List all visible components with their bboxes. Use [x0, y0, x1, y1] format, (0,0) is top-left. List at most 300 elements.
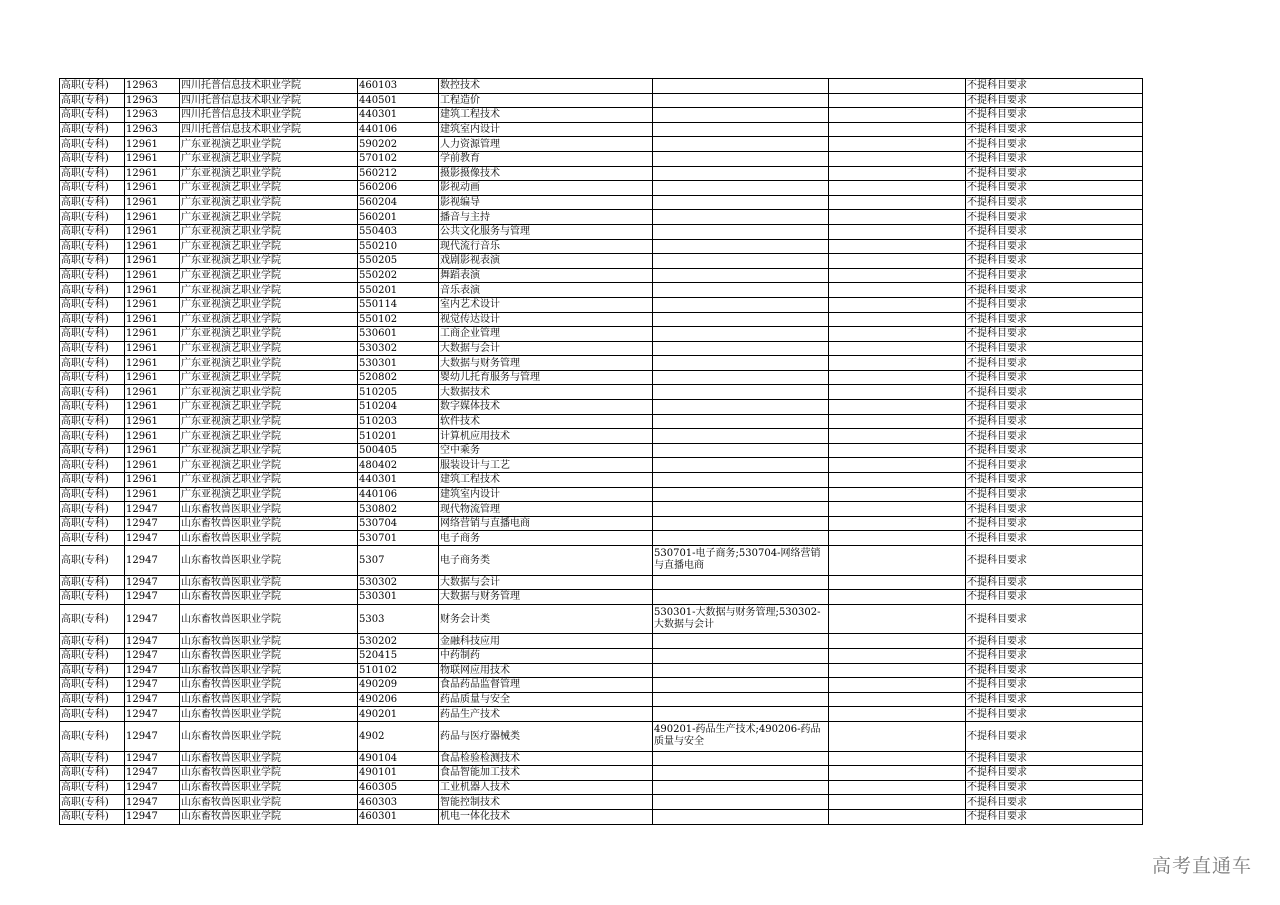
- table-row: [60, 122, 1143, 137]
- major-name-cell: 影视动画: [439, 181, 653, 196]
- major-name-cell: 食品智能加工技术: [439, 766, 653, 781]
- level-cell: 高职(专科): [60, 312, 125, 327]
- major-name-cell: 机电一体化技术: [439, 809, 653, 824]
- table-row: [60, 93, 1143, 108]
- level-cell: 高职(专科): [60, 648, 125, 663]
- major-name-cell: 戏剧影视表演: [439, 254, 653, 269]
- included-majors-cell: 530701-电子商务;530704-网络营销与直播电商: [653, 546, 829, 576]
- major-name-cell: 物联网应用技术: [439, 663, 653, 678]
- extra-cell: [829, 151, 966, 166]
- school-code-cell: 12947: [125, 663, 180, 678]
- table-row: [60, 254, 1143, 269]
- extra-cell: [829, 458, 966, 473]
- table-row: [60, 429, 1143, 444]
- major-name-cell: 现代物流管理: [439, 502, 653, 517]
- table-row: [60, 137, 1143, 152]
- major-code-cell: 440301: [358, 108, 439, 123]
- level-cell: 高职(专科): [60, 370, 125, 385]
- level-cell: 高职(专科): [60, 516, 125, 531]
- table-row: [60, 546, 1143, 576]
- extra-cell: [829, 531, 966, 546]
- table-row: [60, 224, 1143, 239]
- extra-cell: [829, 414, 966, 429]
- school-code-cell: 12961: [125, 166, 180, 181]
- extra-cell: [829, 575, 966, 590]
- extra-cell: [829, 429, 966, 444]
- school-code-cell: 12961: [125, 458, 180, 473]
- included-majors-cell: [653, 181, 829, 196]
- included-majors-cell: [653, 795, 829, 810]
- level-cell: 高职(专科): [60, 809, 125, 824]
- major-code-cell: 460305: [358, 780, 439, 795]
- table-row: [60, 795, 1143, 810]
- level-cell: 高职(专科): [60, 692, 125, 707]
- extra-cell: [829, 707, 966, 722]
- table-row: [60, 458, 1143, 473]
- level-cell: 高职(专科): [60, 254, 125, 269]
- school-code-cell: 12963: [125, 79, 180, 94]
- major-code-cell: 520802: [358, 370, 439, 385]
- level-cell: 高职(专科): [60, 707, 125, 722]
- subject-requirement-cell: 不提科目要求: [966, 370, 1143, 385]
- level-cell: 高职(专科): [60, 297, 125, 312]
- subject-requirement-cell: 不提科目要求: [966, 473, 1143, 488]
- subject-requirement-cell: 不提科目要求: [966, 590, 1143, 605]
- extra-cell: [829, 341, 966, 356]
- included-majors-cell: [653, 254, 829, 269]
- school-code-cell: 12947: [125, 546, 180, 576]
- major-name-cell: 现代流行音乐: [439, 239, 653, 254]
- included-majors-cell: [653, 692, 829, 707]
- major-name-cell: 金融科技应用: [439, 634, 653, 649]
- table-row: [60, 487, 1143, 502]
- school-name-cell: 广东亚视演艺职业学院: [180, 268, 358, 283]
- extra-cell: [829, 181, 966, 196]
- major-name-cell: 软件技术: [439, 414, 653, 429]
- table-row: [60, 239, 1143, 254]
- school-code-cell: 12947: [125, 795, 180, 810]
- extra-cell: [829, 327, 966, 342]
- school-code-cell: 12961: [125, 297, 180, 312]
- subject-requirement-cell: 不提科目要求: [966, 356, 1143, 371]
- school-name-cell: 广东亚视演艺职业学院: [180, 400, 358, 415]
- school-name-cell: 广东亚视演艺职业学院: [180, 458, 358, 473]
- extra-cell: [829, 634, 966, 649]
- school-name-cell: 广东亚视演艺职业学院: [180, 429, 358, 444]
- extra-cell: [829, 93, 966, 108]
- school-code-cell: 12947: [125, 502, 180, 517]
- included-majors-cell: [653, 137, 829, 152]
- major-code-cell: 530302: [358, 575, 439, 590]
- extra-cell: [829, 195, 966, 210]
- school-name-cell: 山东畜牧兽医职业学院: [180, 780, 358, 795]
- school-code-cell: 12961: [125, 414, 180, 429]
- extra-cell: [829, 487, 966, 502]
- subject-requirement-cell: 不提科目要求: [966, 766, 1143, 781]
- table-row: [60, 400, 1143, 415]
- extra-cell: [829, 516, 966, 531]
- major-code-cell: 550205: [358, 254, 439, 269]
- major-code-cell: 500405: [358, 443, 439, 458]
- major-name-cell: 大数据与会计: [439, 575, 653, 590]
- school-name-cell: 山东畜牧兽医职业学院: [180, 795, 358, 810]
- school-name-cell: 广东亚视演艺职业学院: [180, 356, 358, 371]
- level-cell: 高职(专科): [60, 268, 125, 283]
- school-code-cell: 12961: [125, 429, 180, 444]
- major-name-cell: 食品药品监督管理: [439, 678, 653, 693]
- major-name-cell: 人力资源管理: [439, 137, 653, 152]
- major-code-cell: 460301: [358, 809, 439, 824]
- included-majors-cell: [653, 327, 829, 342]
- level-cell: 高职(专科): [60, 766, 125, 781]
- included-majors-cell: [653, 487, 829, 502]
- school-name-cell: 山东畜牧兽医职业学院: [180, 590, 358, 605]
- school-name-cell: 广东亚视演艺职业学院: [180, 181, 358, 196]
- major-name-cell: 中药制药: [439, 648, 653, 663]
- extra-cell: [829, 356, 966, 371]
- subject-requirement-cell: 不提科目要求: [966, 210, 1143, 225]
- subject-requirement-cell: 不提科目要求: [966, 634, 1143, 649]
- extra-cell: [829, 721, 966, 751]
- included-majors-cell: [653, 575, 829, 590]
- included-majors-cell: [653, 707, 829, 722]
- subject-requirement-cell: 不提科目要求: [966, 93, 1143, 108]
- level-cell: 高职(专科): [60, 458, 125, 473]
- major-name-cell: 播音与主持: [439, 210, 653, 225]
- table-row: [60, 473, 1143, 488]
- major-code-cell: 4902: [358, 721, 439, 751]
- subject-requirement-cell: 不提科目要求: [966, 780, 1143, 795]
- subject-requirement-cell: 不提科目要求: [966, 166, 1143, 181]
- extra-cell: [829, 443, 966, 458]
- table-row: [60, 356, 1143, 371]
- major-name-cell: 工程造价: [439, 93, 653, 108]
- school-name-cell: 四川托普信息技术职业学院: [180, 122, 358, 137]
- school-name-cell: 广东亚视演艺职业学院: [180, 254, 358, 269]
- school-code-cell: 12961: [125, 327, 180, 342]
- included-majors-cell: [653, 473, 829, 488]
- major-name-cell: 工商企业管理: [439, 327, 653, 342]
- school-name-cell: 山东畜牧兽医职业学院: [180, 516, 358, 531]
- major-name-cell: 影视编导: [439, 195, 653, 210]
- school-code-cell: 12947: [125, 780, 180, 795]
- extra-cell: [829, 254, 966, 269]
- major-code-cell: 440501: [358, 93, 439, 108]
- school-code-cell: 12947: [125, 809, 180, 824]
- major-code-cell: 490206: [358, 692, 439, 707]
- included-majors-cell: [653, 663, 829, 678]
- school-name-cell: 广东亚视演艺职业学院: [180, 283, 358, 298]
- level-cell: 高职(专科): [60, 108, 125, 123]
- level-cell: 高职(专科): [60, 429, 125, 444]
- extra-cell: [829, 400, 966, 415]
- extra-cell: [829, 224, 966, 239]
- extra-cell: [829, 502, 966, 517]
- subject-requirement-cell: 不提科目要求: [966, 531, 1143, 546]
- major-name-cell: 大数据技术: [439, 385, 653, 400]
- major-code-cell: 530601: [358, 327, 439, 342]
- subject-requirement-cell: 不提科目要求: [966, 283, 1143, 298]
- school-code-cell: 12961: [125, 137, 180, 152]
- included-majors-cell: [653, 751, 829, 766]
- subject-requirement-cell: 不提科目要求: [966, 751, 1143, 766]
- major-name-cell: 建筑室内设计: [439, 122, 653, 137]
- included-majors-cell: [653, 531, 829, 546]
- school-code-cell: 12961: [125, 312, 180, 327]
- school-name-cell: 山东畜牧兽医职业学院: [180, 575, 358, 590]
- table-row: [60, 327, 1143, 342]
- school-code-cell: 12961: [125, 487, 180, 502]
- extra-cell: [829, 108, 966, 123]
- school-code-cell: 12961: [125, 283, 180, 298]
- subject-requirement-cell: 不提科目要求: [966, 575, 1143, 590]
- level-cell: 高职(专科): [60, 385, 125, 400]
- major-code-cell: 440106: [358, 122, 439, 137]
- major-code-cell: 560201: [358, 210, 439, 225]
- school-code-cell: 12961: [125, 151, 180, 166]
- school-name-cell: 广东亚视演艺职业学院: [180, 443, 358, 458]
- level-cell: 高职(专科): [60, 678, 125, 693]
- included-majors-cell: [653, 195, 829, 210]
- major-code-cell: 510203: [358, 414, 439, 429]
- level-cell: 高职(专科): [60, 473, 125, 488]
- extra-cell: [829, 297, 966, 312]
- extra-cell: [829, 780, 966, 795]
- major-code-cell: 550102: [358, 312, 439, 327]
- school-name-cell: 广东亚视演艺职业学院: [180, 239, 358, 254]
- included-majors-cell: [653, 93, 829, 108]
- major-code-cell: 530704: [358, 516, 439, 531]
- major-name-cell: 视觉传达设计: [439, 312, 653, 327]
- subject-requirement-cell: 不提科目要求: [966, 108, 1143, 123]
- school-code-cell: 12961: [125, 181, 180, 196]
- school-code-cell: 12947: [125, 766, 180, 781]
- school-code-cell: 12947: [125, 648, 180, 663]
- major-name-cell: 财务会计类: [439, 604, 653, 634]
- level-cell: 高职(专科): [60, 795, 125, 810]
- school-code-cell: 12947: [125, 604, 180, 634]
- major-name-cell: 数字媒体技术: [439, 400, 653, 415]
- watermark-text: 高考直通车: [1151, 855, 1252, 877]
- major-code-cell: 510201: [358, 429, 439, 444]
- included-majors-cell: [653, 809, 829, 824]
- included-majors-cell: [653, 370, 829, 385]
- included-majors-cell: [653, 356, 829, 371]
- extra-cell: [829, 210, 966, 225]
- major-code-cell: 490209: [358, 678, 439, 693]
- major-name-cell: 食品检验检测技术: [439, 751, 653, 766]
- table-body: [60, 79, 1143, 825]
- subject-requirement-cell: 不提科目要求: [966, 122, 1143, 137]
- table-row: [60, 414, 1143, 429]
- subject-requirement-cell: 不提科目要求: [966, 546, 1143, 576]
- extra-cell: [829, 283, 966, 298]
- level-cell: 高职(专科): [60, 443, 125, 458]
- major-code-cell: 490201: [358, 707, 439, 722]
- table-row: [60, 312, 1143, 327]
- extra-cell: [829, 79, 966, 94]
- table-row: [60, 166, 1143, 181]
- major-code-cell: 560206: [358, 181, 439, 196]
- school-name-cell: 四川托普信息技术职业学院: [180, 93, 358, 108]
- extra-cell: [829, 312, 966, 327]
- level-cell: 高职(专科): [60, 663, 125, 678]
- level-cell: 高职(专科): [60, 137, 125, 152]
- included-majors-cell: [653, 458, 829, 473]
- school-name-cell: 山东畜牧兽医职业学院: [180, 751, 358, 766]
- level-cell: 高职(专科): [60, 414, 125, 429]
- extra-cell: [829, 648, 966, 663]
- table-row: [60, 648, 1143, 663]
- major-code-cell: 550201: [358, 283, 439, 298]
- school-code-cell: 12947: [125, 721, 180, 751]
- subject-requirement-cell: 不提科目要求: [966, 721, 1143, 751]
- school-code-cell: 12947: [125, 531, 180, 546]
- included-majors-cell: [653, 79, 829, 94]
- major-code-cell: 490104: [358, 751, 439, 766]
- subject-requirement-cell: 不提科目要求: [966, 195, 1143, 210]
- major-code-cell: 530701: [358, 531, 439, 546]
- school-name-cell: 山东畜牧兽医职业学院: [180, 721, 358, 751]
- major-name-cell: 音乐表演: [439, 283, 653, 298]
- school-name-cell: 山东畜牧兽医职业学院: [180, 766, 358, 781]
- major-name-cell: 公共文化服务与管理: [439, 224, 653, 239]
- school-name-cell: 广东亚视演艺职业学院: [180, 341, 358, 356]
- school-name-cell: 广东亚视演艺职业学院: [180, 473, 358, 488]
- table-row: [60, 297, 1143, 312]
- table-row: [60, 283, 1143, 298]
- extra-cell: [829, 663, 966, 678]
- subject-requirement-cell: 不提科目要求: [966, 385, 1143, 400]
- major-code-cell: 530302: [358, 341, 439, 356]
- major-name-cell: 网络营销与直播电商: [439, 516, 653, 531]
- major-code-cell: 510204: [358, 400, 439, 415]
- table-row: [60, 108, 1143, 123]
- extra-cell: [829, 122, 966, 137]
- subject-requirement-cell: 不提科目要求: [966, 327, 1143, 342]
- extra-cell: [829, 473, 966, 488]
- extra-cell: [829, 795, 966, 810]
- level-cell: 高职(专科): [60, 590, 125, 605]
- major-code-cell: 510205: [358, 385, 439, 400]
- school-code-cell: 12961: [125, 239, 180, 254]
- subject-requirement-cell: 不提科目要求: [966, 429, 1143, 444]
- subject-requirement-cell: 不提科目要求: [966, 795, 1143, 810]
- school-name-cell: 山东畜牧兽医职业学院: [180, 692, 358, 707]
- level-cell: 高职(专科): [60, 634, 125, 649]
- table-row: [60, 502, 1143, 517]
- table-row: [60, 443, 1143, 458]
- major-name-cell: 空中乘务: [439, 443, 653, 458]
- school-name-cell: 山东畜牧兽医职业学院: [180, 809, 358, 824]
- school-code-cell: 12963: [125, 93, 180, 108]
- subject-requirement-cell: 不提科目要求: [966, 678, 1143, 693]
- level-cell: 高职(专科): [60, 327, 125, 342]
- school-code-cell: 12963: [125, 108, 180, 123]
- school-code-cell: 12961: [125, 400, 180, 415]
- extra-cell: [829, 370, 966, 385]
- included-majors-cell: [653, 414, 829, 429]
- school-name-cell: 广东亚视演艺职业学院: [180, 385, 358, 400]
- table-row: [60, 210, 1143, 225]
- included-majors-cell: [653, 429, 829, 444]
- extra-cell: [829, 751, 966, 766]
- major-code-cell: 5307: [358, 546, 439, 576]
- included-majors-cell: 490201-药品生产技术;490206-药品质量与安全: [653, 721, 829, 751]
- table-row: [60, 634, 1143, 649]
- included-majors-cell: [653, 268, 829, 283]
- table-row: [60, 692, 1143, 707]
- extra-cell: [829, 766, 966, 781]
- table-row: [60, 751, 1143, 766]
- school-code-cell: 12961: [125, 341, 180, 356]
- included-majors-cell: [653, 385, 829, 400]
- subject-requirement-cell: 不提科目要求: [966, 663, 1143, 678]
- major-code-cell: 520415: [358, 648, 439, 663]
- major-name-cell: 大数据与财务管理: [439, 590, 653, 605]
- major-name-cell: 电子商务: [439, 531, 653, 546]
- major-name-cell: 药品与医疗器械类: [439, 721, 653, 751]
- major-name-cell: 建筑室内设计: [439, 487, 653, 502]
- included-majors-cell: [653, 400, 829, 415]
- school-code-cell: 12963: [125, 122, 180, 137]
- included-majors-cell: [653, 108, 829, 123]
- extra-cell: [829, 809, 966, 824]
- table-row: [60, 575, 1143, 590]
- school-name-cell: 广东亚视演艺职业学院: [180, 370, 358, 385]
- major-code-cell: 550114: [358, 297, 439, 312]
- major-code-cell: 560204: [358, 195, 439, 210]
- school-code-cell: 12961: [125, 473, 180, 488]
- included-majors-cell: [653, 151, 829, 166]
- level-cell: 高职(专科): [60, 546, 125, 576]
- school-code-cell: 12961: [125, 195, 180, 210]
- school-code-cell: 12947: [125, 678, 180, 693]
- school-code-cell: 12961: [125, 370, 180, 385]
- school-code-cell: 12947: [125, 692, 180, 707]
- level-cell: 高职(专科): [60, 575, 125, 590]
- table-row: [60, 809, 1143, 824]
- subject-requirement-cell: 不提科目要求: [966, 458, 1143, 473]
- included-majors-cell: [653, 297, 829, 312]
- included-majors-cell: [653, 122, 829, 137]
- subject-requirement-cell: 不提科目要求: [966, 692, 1143, 707]
- table-row: [60, 766, 1143, 781]
- subject-requirement-cell: 不提科目要求: [966, 137, 1143, 152]
- extra-cell: [829, 604, 966, 634]
- extra-cell: [829, 268, 966, 283]
- level-cell: 高职(专科): [60, 502, 125, 517]
- extra-cell: [829, 239, 966, 254]
- major-name-cell: 婴幼儿托育服务与管理: [439, 370, 653, 385]
- table-row: [60, 385, 1143, 400]
- major-name-cell: 摄影摄像技术: [439, 166, 653, 181]
- school-name-cell: 广东亚视演艺职业学院: [180, 137, 358, 152]
- major-code-cell: 5303: [358, 604, 439, 634]
- major-code-cell: 460103: [358, 79, 439, 94]
- level-cell: 高职(专科): [60, 356, 125, 371]
- subject-requirement-cell: 不提科目要求: [966, 224, 1143, 239]
- major-code-cell: 530301: [358, 590, 439, 605]
- major-name-cell: 建筑工程技术: [439, 473, 653, 488]
- subject-requirement-cell: 不提科目要求: [966, 239, 1143, 254]
- school-name-cell: 广东亚视演艺职业学院: [180, 151, 358, 166]
- extra-cell: [829, 546, 966, 576]
- school-code-cell: 12961: [125, 385, 180, 400]
- major-name-cell: 计算机应用技术: [439, 429, 653, 444]
- included-majors-cell: [653, 678, 829, 693]
- school-name-cell: 山东畜牧兽医职业学院: [180, 663, 358, 678]
